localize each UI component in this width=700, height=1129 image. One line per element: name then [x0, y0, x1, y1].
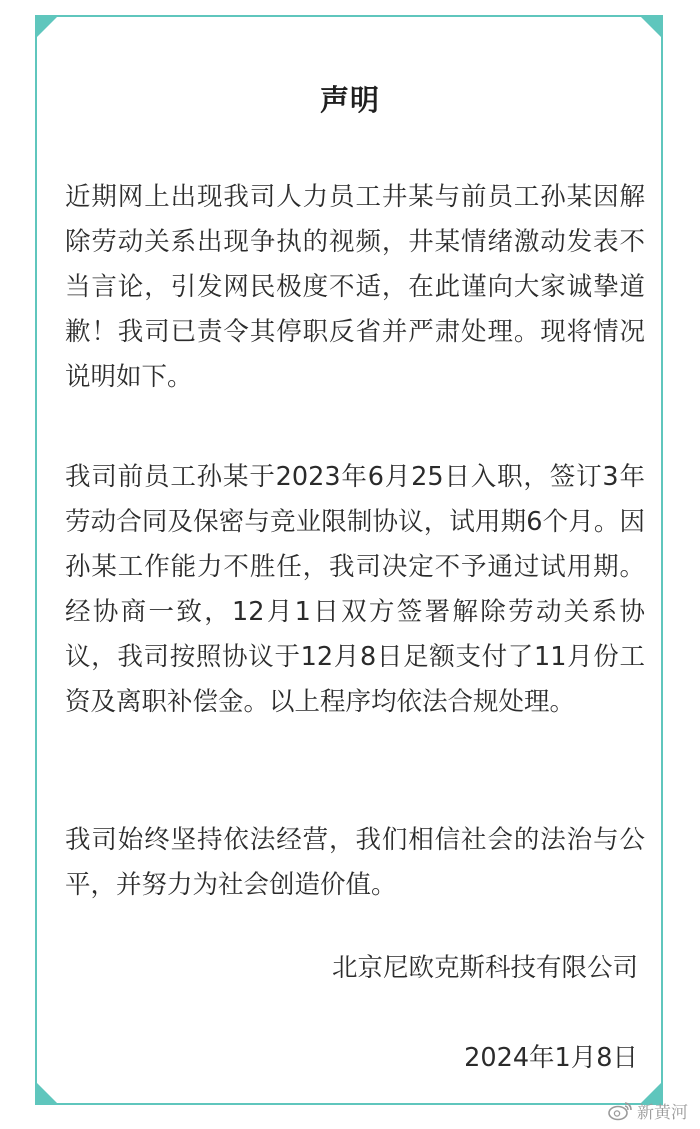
- weibo-logo-icon: [607, 1101, 633, 1121]
- paragraph-apology: 近期网上出现我司人力员工井某与前员工孙某因解除劳动关系出现争执的视频，井某情绪激动发表不当言论，引发网民极度不适，在此谨向大家诚挚道歉！我司已责令其停职反省并严肃处理。现将情况说明如下。: [65, 182, 645, 392]
- company-signature: 北京尼欧克斯科技有限公司: [331, 953, 638, 983]
- document-title: 声明: [319, 83, 380, 117]
- corner-ornament-icon: [35, 1081, 59, 1105]
- corner-ornament-icon: [35, 15, 59, 39]
- watermark-text: 新黄河: [637, 1103, 688, 1123]
- corner-ornament-icon: [639, 15, 663, 39]
- document-date: 2024年1月8日: [464, 1043, 638, 1073]
- paragraph-employment-details: 我司前员工孙某于2023年6月25日入职，签订3年劳动合同及保密与竞业限制协议，试用期6个月。因孙某工作能力不胜任，我司决定不予通过试用期。经协商一致，12月1日双方签署解除劳动关系协议，我司按照协议于12月8日足额支付了11月份工资及离职补偿金。以上程序均依法合规处理。: [65, 462, 645, 717]
- paragraph-commitment: 我司始终坚持依法经营，我们相信社会的法治与公平，并努力为社会创造价值。: [65, 825, 645, 900]
- watermark: [607, 1098, 688, 1123]
